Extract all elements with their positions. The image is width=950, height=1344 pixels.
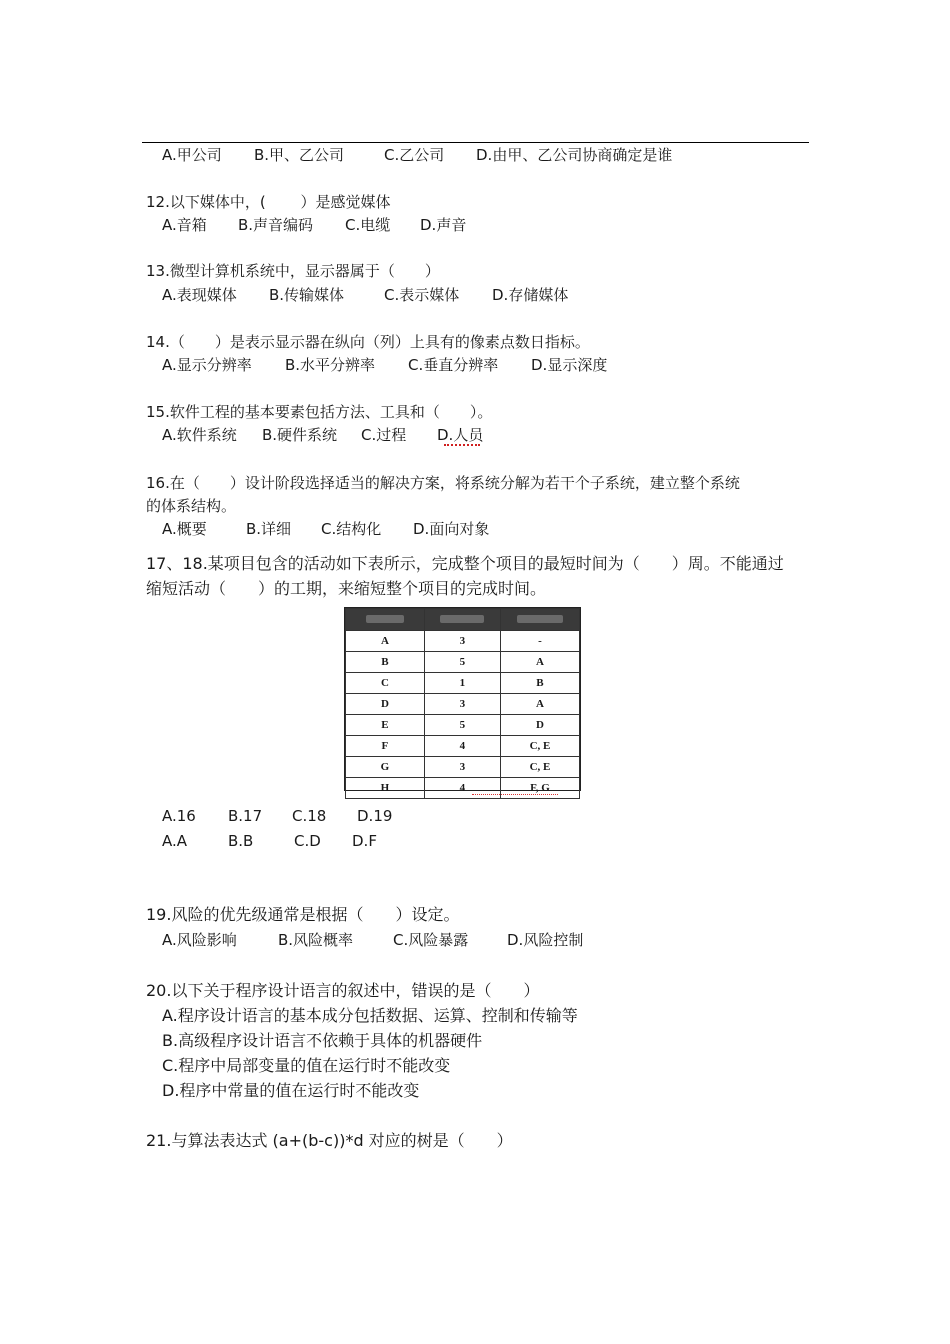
cell: B — [346, 652, 425, 673]
cell: D — [500, 715, 579, 736]
option: C.过程 — [361, 426, 407, 444]
option: C.乙公司 — [384, 146, 445, 164]
q17-stem-line2: 缩短活动（ ）的工期，来缩短整个项目的完成时间。 — [146, 579, 547, 598]
q20-option-c: C.程序中局部变量的值在运行时不能改变 — [162, 1056, 451, 1075]
cell: G — [346, 757, 425, 778]
option: C.表示媒体 — [384, 286, 460, 304]
option: A.风险影响 — [162, 931, 237, 949]
cell: - — [500, 631, 579, 652]
cell: A — [346, 631, 425, 652]
option: B.硬件系统 — [262, 426, 338, 444]
table-row — [346, 715, 580, 736]
cell: C — [346, 673, 425, 694]
q20-option-a: A.程序设计语言的基本成分包括数据、运算、控制和传输等 — [162, 1006, 578, 1025]
cell: E — [346, 715, 425, 736]
q16-stem-line2: 的体系结构。 — [146, 497, 237, 515]
option: A.软件系统 — [162, 426, 237, 444]
cell: 4 — [424, 778, 500, 799]
option: C.18 — [292, 807, 327, 825]
option: C.结构化 — [321, 520, 382, 538]
cell: 3 — [424, 631, 500, 652]
q21-stem: 21.与算法表达式 (a+(b-c))*d 对应的树是（ ） — [146, 1131, 513, 1150]
cell: C, E — [500, 736, 579, 757]
table-row — [346, 652, 580, 673]
option: C.电缆 — [345, 216, 391, 234]
option: D.由甲、乙公司协商确定是谁 — [476, 146, 673, 164]
option: D.存储媒体 — [492, 286, 569, 304]
spellcheck-underline — [444, 441, 480, 446]
option: A.音箱 — [162, 216, 207, 234]
q20-stem: 20.以下关于程序设计语言的叙述中，错误的是（ ） — [146, 981, 540, 1000]
cell: F — [346, 736, 425, 757]
option: C.风险暴露 — [393, 931, 469, 949]
cell: 5 — [424, 652, 500, 673]
option: B.传输媒体 — [269, 286, 345, 304]
cell: 1 — [424, 673, 500, 694]
table-row — [346, 778, 580, 799]
option: A.16 — [162, 807, 196, 825]
cell: 3 — [424, 694, 500, 715]
table-row — [346, 631, 580, 652]
option: D.19 — [357, 807, 393, 825]
cell: 4 — [424, 736, 500, 757]
cell: 3 — [424, 757, 500, 778]
table-row — [346, 673, 580, 694]
q19-stem: 19.风险的优先级通常是根据（ ）设定。 — [146, 905, 460, 924]
option: B.水平分辨率 — [285, 356, 376, 374]
option: D.F — [352, 832, 377, 850]
cell: H — [346, 778, 425, 799]
table-row — [346, 736, 580, 757]
option: B.B — [228, 832, 254, 850]
option: D.声音 — [420, 216, 467, 234]
activity-table — [344, 607, 581, 794]
option: D.风险控制 — [507, 931, 584, 949]
option: D.人员 — [437, 426, 484, 444]
cell: A — [500, 694, 579, 715]
q15-stem: 15.软件工程的基本要素包括方法、工具和（ ）。 — [146, 403, 493, 421]
cell: A — [500, 652, 579, 673]
q20-option-d: D.程序中常量的值在运行时不能改变 — [162, 1081, 420, 1100]
option: A.A — [162, 832, 188, 850]
q20-option-b: B.高级程序设计语言不依赖于具体的机器硬件 — [162, 1031, 483, 1050]
cell: C, E — [500, 757, 579, 778]
q13-stem: 13.微型计算机系统中，显示器属于（ ） — [146, 262, 440, 280]
option: A.显示分辨率 — [162, 356, 252, 374]
cell: D — [346, 694, 425, 715]
q12-stem: 12.以下媒体中，( ）是感觉媒体 — [146, 193, 391, 211]
option: D.面向对象 — [413, 520, 490, 538]
q14-stem: 14.（ ）是表示显示器在纵向（列）上具有的像素点数日指标。 — [146, 333, 590, 351]
table-header — [346, 609, 580, 631]
option: B.风险概率 — [278, 931, 354, 949]
cell: B — [500, 673, 579, 694]
option: A.概要 — [162, 520, 207, 538]
option: C.D — [294, 832, 321, 850]
option: A.表现媒体 — [162, 286, 237, 304]
cell: 5 — [424, 715, 500, 736]
option: B.详细 — [246, 520, 292, 538]
top-rule — [142, 142, 809, 143]
option: B.甲、乙公司 — [254, 146, 345, 164]
option: D.显示深度 — [531, 356, 608, 374]
table-row — [346, 757, 580, 778]
option: C.垂直分辨率 — [408, 356, 499, 374]
option: A.甲公司 — [162, 146, 222, 164]
option: B.17 — [228, 807, 263, 825]
q17-stem-line1: 17、18.某项目包含的活动如下表所示，完成整个项目的最短时间为（ ）周。不能通过 — [146, 554, 784, 573]
option: B.声音编码 — [238, 216, 314, 234]
cell: F, G — [500, 778, 579, 799]
red-mark — [472, 792, 558, 795]
table-row — [346, 694, 580, 715]
q16-stem-line1: 16.在（ ）设计阶段选择适当的解决方案，将系统分解为若干个子系统，建立整个系统 — [146, 474, 740, 492]
